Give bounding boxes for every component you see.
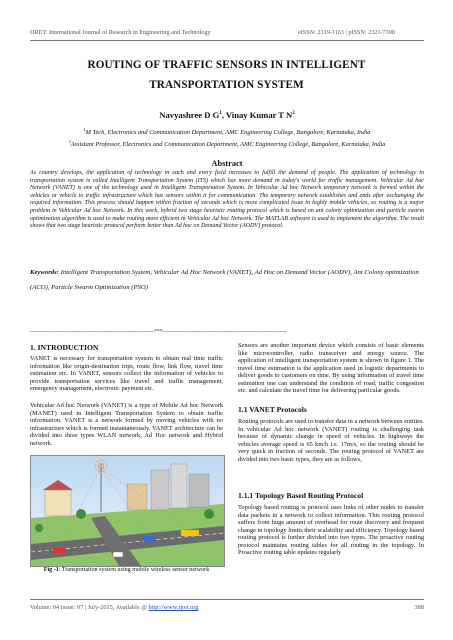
building-house [45,490,71,516]
author-1: Navyashree D G [159,110,220,120]
car-white [113,552,123,557]
car-red [53,548,65,553]
author-separator: , [221,110,226,120]
tree-3 [35,524,43,532]
affiliations [38,126,416,149]
author-1-sup: 1 [219,111,222,117]
right-para-2: Routing protocols are used to transfer data in a network between entities. In vehicular Ad hoc network (VANET) routing is challenging task because of dynamic change in speed of vehicles. In highways the vehicles average speed is 65 km/h i.e. 17m/s, so the routing should be very quick in fraction of seconds. The routing protocol of VANET are divided into two basic types, they are as follows, [238,418,424,463]
journal-issn: eISSN: 2319-1163 | pISSN: 2321-7308 [298,29,395,36]
car-blue [143,536,155,541]
tree-2 [204,509,214,519]
introduction-para-2: Vehicular Ad hoc Network (VANET) is a type of Mobile Ad hoc Network (MANET) used in Intelligent Transportation System to obtain traffic information. VANET is a network formed by moving vehicles with no infrastructure which is formed instantaneously. VANET architecture can be divided into three types WLAN network, Ad Hoc network and Hybrid network. [30,402,223,447]
building-3 [189,474,209,507]
affiliation-2-sup: 2 [68,138,71,144]
author-2-sup: 2 [292,111,295,117]
affiliation-1-sup: 1 [83,127,86,132]
figure-1-caption-text: : Transportation system using mobile wireless sensor network [58,567,210,573]
journal-name: IJRET: International Journal of Research in Engineering and Technology [30,29,211,36]
introduction-heading: 1. INTRODUCTION [30,343,99,352]
building-1 [151,470,169,510]
author-2: Vinay Kumar T N [225,110,293,120]
section-separator: ---------------------------------------------------------------------***--------------------------------------------------------------------- [30,329,287,335]
abstract-text: As country develops, the application of technology in each and every field increases to fulfill the demand of people. The application of technology in transportation system is called Intelligent Transportation System (ITS) which has more demand in today's world for traffic management. Vehicular Ad hoc Network (VANET) is one of the technology used in Intelligent Transportation System. In Vehicular Ad hoc Network temporary network is formed within the vehicles or vehicle to traffic infrastructure which has sensors within it for communication. The temporary network establishes and ends after exchanging the required information. This process should happen within fraction of seconds which is more complicated issue in highly mobile vehicles, so routing is a major problem in Vehicular Ad hoc Network. In this work, hybrid two stage heuristic routing protocol which is based on ant colony optimization and particle swarm optimization algorithm is used to make routing more efficient in Vehicular Ad hoc Network. The MATLAB software is used to implement the algorithm. The result shows that two stage heuristic protocol perform better than Ad hoc on Demand Vector (AODV) protocol. [30,170,424,230]
tree-1 [76,509,86,519]
right-para-1: Sensors are another important device which consists of basic elements like microcontroller, radio transceiver and energy source. The application of intelligent transportation system is shown in figure 1. The travel time estimation is the application used in logistic departments to deliver goods to customers on time. By using information of travel time estimation one can understand the condition of road, traffic congestion etc. and calculate the travel time for delivering particular goods. [238,342,424,395]
introduction-para-1: VANET is necessary for transportation system to obtain real time traffic information like origin-destination trips, route flow, link flow, travel time estimation etc. In VANET, sensors collect the information of vehicles to provide transportation services like travel and traffic management, emergency management, electronic payment etc. [30,355,223,393]
figure-1-label: Fig -1 [43,567,59,573]
keywords-label: Keywords: [30,269,59,276]
building-2 [171,464,187,508]
building-4 [127,484,147,510]
abstract-heading: Abstract [211,159,243,168]
header-rule [30,40,424,41]
page-number: 388 [414,604,424,611]
figure-1-image [30,455,225,567]
author-line [30,110,424,120]
page-footer [30,604,424,611]
vanet-protocols-heading: 1.1 VANET Protocols [238,405,307,414]
right-para-3: Topology based routing is protocol uses links of other nodes to transfer data packets in a network to collect information. This routing protocol suffers from huge amount of overhead for route discovery and frequent change in topology limits their scalability and efficiency. Topology based routing protocol is further divided into two types. The proactive routing protocol maintains routing tables for all routing in the topology. In Proactive routing table updates regularly [238,504,425,557]
affiliation-2-text: Assistant Professor, Electronics and Communication Department, AMC Engineering College, Bangalore, Karnataka, India [70,140,386,148]
keywords-text: Intelligent Transportation System, Vehicular Ad Hoc Network (VANET), Ad Hoc on Demand Vector (AODV), Ant Colony optimization (ACO), Particle Swarm Optimization (PSO) [30,269,419,291]
bus-yellow [181,530,199,536]
topology-routing-heading: 1.1.1 Topology Based Routing Protocol [238,491,364,500]
paper-title-line-1: ROUTING OF TRAFFIC SENSORS IN INTELLIGENT [87,59,366,71]
figure-1-illustration [31,456,224,566]
keywords [30,266,424,295]
footer-volume: Volume: 04 Issue: 07 | July-2015, Available @ [30,604,149,611]
footer-rule [30,599,424,600]
figure-1-caption [30,567,223,575]
affiliation-1-text: M Tech, Electronics and Communication Department, AMC Engineering College, Bangalore, Karnataka, India [85,129,371,137]
paper-title-line-2: TRANSPORTATION SYSTEM [149,79,304,91]
footer-link[interactable]: http://www.ijret.org [148,604,199,611]
affiliation-1 [38,126,416,138]
affiliation-2 [38,138,416,150]
paper-title [40,58,413,93]
